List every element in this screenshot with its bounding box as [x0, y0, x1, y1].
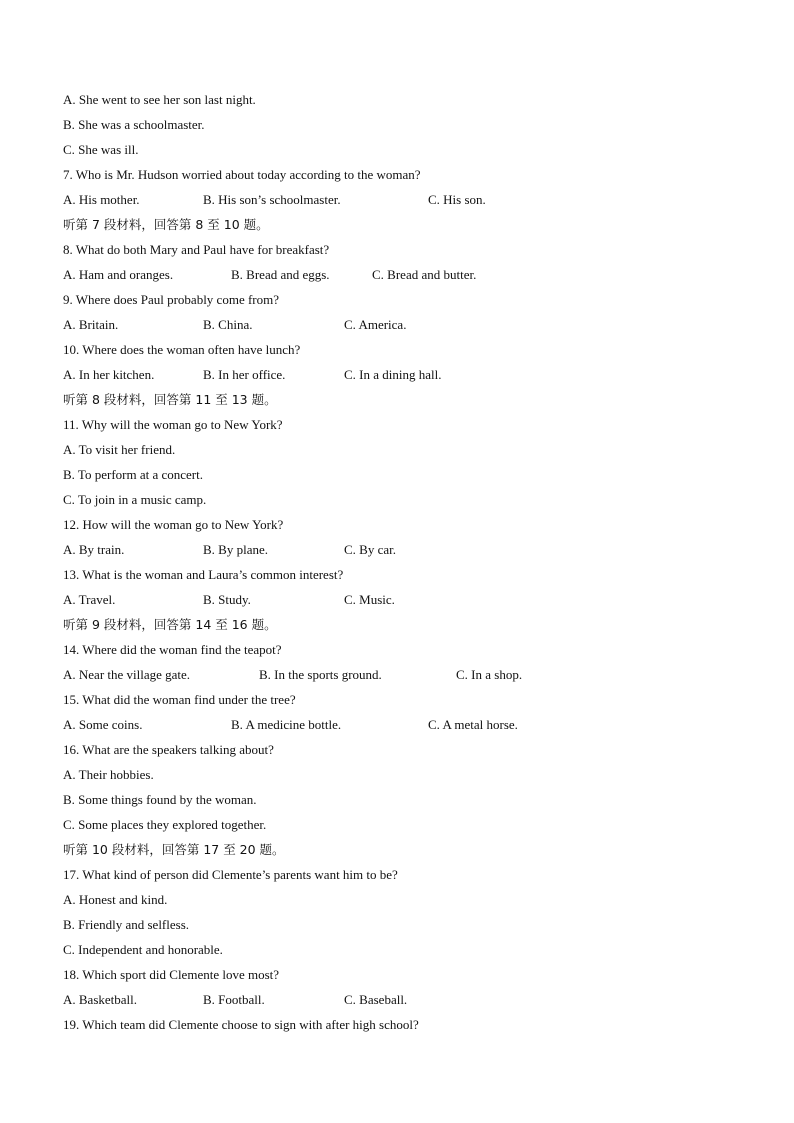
option-b: B. China.	[203, 317, 253, 332]
options-row-13	[63, 590, 763, 615]
options-row-15	[63, 715, 763, 740]
option-b: B. His son’s schoolmaster.	[203, 192, 341, 207]
option-c: C. His son.	[428, 192, 486, 207]
question-14: 14. Where did the woman find the teapot?	[63, 642, 282, 657]
option-line: A. Their hobbies.	[63, 767, 154, 782]
option-a: A. By train.	[63, 542, 125, 557]
section-heading: 听第 8 段材料，回答第 11 至 13 题。	[63, 392, 277, 407]
question-8: 8. What do both Mary and Paul have for breakfast?	[63, 242, 330, 257]
option-b: B. Study.	[203, 592, 251, 607]
option-c: C. In a shop.	[456, 667, 523, 682]
section-heading: 听第 9 段材料，回答第 14 至 16 题。	[63, 617, 277, 632]
option-line: A. She went to see her son last night.	[63, 92, 256, 107]
option-a: A. Ham and oranges.	[63, 267, 174, 282]
option-b: B. In the sports ground.	[259, 667, 382, 682]
options-row-8	[63, 265, 763, 290]
question-19: 19. Which team did Clemente choose to sign with after high school?	[63, 1017, 419, 1032]
option-line: A. To visit her friend.	[63, 442, 176, 457]
option-a: A. Britain.	[63, 317, 119, 332]
options-row-12	[63, 540, 763, 565]
option-a: A. Near the village gate.	[63, 667, 191, 682]
options-row-7	[63, 190, 763, 215]
option-a: A. Basketball.	[63, 992, 138, 1007]
option-b: B. A medicine bottle.	[231, 717, 342, 732]
option-b: B. By plane.	[203, 542, 268, 557]
option-line: B. She was a schoolmaster.	[63, 117, 205, 132]
question-10: 10. Where does the woman often have lunch?	[63, 342, 301, 357]
option-line: C. Some places they explored together.	[63, 817, 267, 832]
option-line: B. Friendly and selfless.	[63, 917, 190, 932]
option-a: A. In her kitchen.	[63, 367, 155, 382]
option-line: A. Honest and kind.	[63, 892, 168, 907]
option-line: B. Some things found by the woman.	[63, 792, 257, 807]
question-18: 18. Which sport did Clemente love most?	[63, 967, 280, 982]
section-heading: 听第 7 段材料，回答第 8 至 10 题。	[63, 217, 269, 232]
option-c: C. Bread and butter.	[372, 267, 477, 282]
option-line: C. To join in a music camp.	[63, 492, 207, 507]
question-12: 12. How will the woman go to New York?	[63, 517, 284, 532]
option-line: B. To perform at a concert.	[63, 467, 203, 482]
exam-page	[63, 90, 763, 1040]
question-7: 7. Who is Mr. Hudson worried about today according to the woman?	[63, 167, 421, 182]
option-c: C. A metal horse.	[428, 717, 518, 732]
question-16: 16. What are the speakers talking about?	[63, 742, 274, 757]
options-row-10	[63, 365, 763, 390]
option-c: C. America.	[344, 317, 407, 332]
options-row-14	[63, 665, 763, 690]
question-11: 11. Why will the woman go to New York?	[63, 417, 283, 432]
option-c: C. In a dining hall.	[344, 367, 442, 382]
options-row-9	[63, 315, 763, 340]
option-b: B. Bread and eggs.	[231, 267, 330, 282]
option-b: B. Football.	[203, 992, 265, 1007]
option-c: C. Baseball.	[344, 992, 408, 1007]
question-13: 13. What is the woman and Laura’s common interest?	[63, 567, 344, 582]
question-9: 9. Where does Paul probably come from?	[63, 292, 279, 307]
options-row-18	[63, 990, 763, 1015]
option-c: C. Music.	[344, 592, 395, 607]
question-15: 15. What did the woman find under the tree?	[63, 692, 296, 707]
option-a: A. Travel.	[63, 592, 116, 607]
option-line: C. Independent and honorable.	[63, 942, 223, 957]
option-b: B. In her office.	[203, 367, 286, 382]
option-line: C. She was ill.	[63, 142, 139, 157]
option-a: A. His mother.	[63, 192, 140, 207]
section-heading: 听第 10 段材料，回答第 17 至 20 题。	[63, 842, 285, 857]
option-a: A. Some coins.	[63, 717, 143, 732]
option-c: C. By car.	[344, 542, 396, 557]
question-17: 17. What kind of person did Clemente’s parents want him to be?	[63, 867, 398, 882]
